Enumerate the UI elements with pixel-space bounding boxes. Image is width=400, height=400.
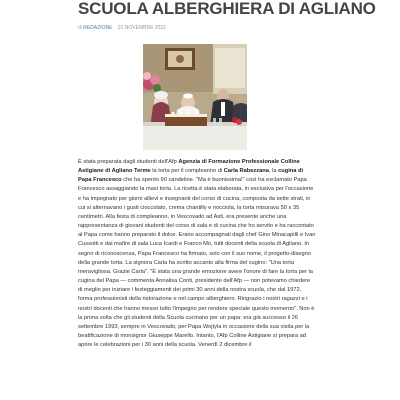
article-photo bbox=[143, 44, 247, 150]
photo-illustration bbox=[143, 44, 247, 150]
article-meta bbox=[78, 25, 316, 32]
author-link[interactable]: REDAZIONE bbox=[83, 25, 113, 31]
article-date: 21 NOVEMBRE 2022 bbox=[117, 25, 166, 31]
body-text-3: , la bbox=[268, 168, 279, 175]
article-body bbox=[78, 158, 316, 350]
meta-prefix: di bbox=[78, 25, 82, 31]
body-text-2: la torta per il compleanno di bbox=[150, 168, 224, 175]
body-bold-afp: Agenzia di Formazione Professionale Colline Astigiane di Agliano Terme bbox=[78, 159, 300, 175]
article-title: SCUOLA ALBERGHIERA DI AGLIANO bbox=[78, 0, 376, 18]
body-bold-cugina: cugina di Papa Francesco bbox=[78, 168, 304, 184]
body-text-4: che ha spento 90 candeline. "Ma è buonissima!" così ha esclamato Papa Francesco assaggiando la maxi torta. La ricetta è stata elaborata, in esclusiva per l'occasione e ha impegnato per giorni allievi e insegnanti del corso di cucina, composta da sette strati, in cui si alternavano i gusti cioccolato, crema chantilly e nocciola, la torta misurava 50 x 35 centimetri. Alla festa di compleanno, in Vescovado ad Asti, era presente anche una rappresentanza di giovani studenti del corso di sala e di cucina che ho servito e ha raccontato al Papa come hanno preparato il dolce. Erano accompagnati dagli chef Gino Minacapilli e Ivan Cussotti e dai maître di sala Luca Icardi e Franco Mo, tutti docenti della scuola di Agliano. In segno di riconoscenza, Papa Francesco ha firmato, solo con il suo nome, il progetto-disegno della grande torta. La signora Carla ha scritto accanto alla firma del cugino: "Una torta meravigliosa. Grazie Carla". "È stata una grande emozione avere l'onore di fare la torta per la cugina del Papa — commenta Annalisa Conti, presidente dell'Afp — non potevamo chiedere di meglio per iniziare i festeggiamenti dei primi 30 anni della nostra scuola, che dal 1972, forma professionisti della ristorazione e nel campo alberghiero. Ringrazio i nostri ragazzi e i nostri docenti che hanno messo tutto l'impegno per rendere speciale questo momento". Non è la prima volta che gli studenti della Scuola cucinano per un papa: era già successo il 26 settembre 1993, sempre in Vescovado, per Papa Wojtyla in occasione della sua visita per la beatificazione di monsignor Giuseppe Marello. Intanto, l'Afp Colline Astigiane si prepara ad aprire le celebrazioni per i 30 anni della scuola. Venerdì 2 dicembre il bbox=[78, 177, 316, 349]
body-bold-carla: Carla Rabezzana bbox=[223, 168, 269, 175]
body-text-1: È stata preparata dagli studenti dell'Afp bbox=[78, 159, 179, 165]
